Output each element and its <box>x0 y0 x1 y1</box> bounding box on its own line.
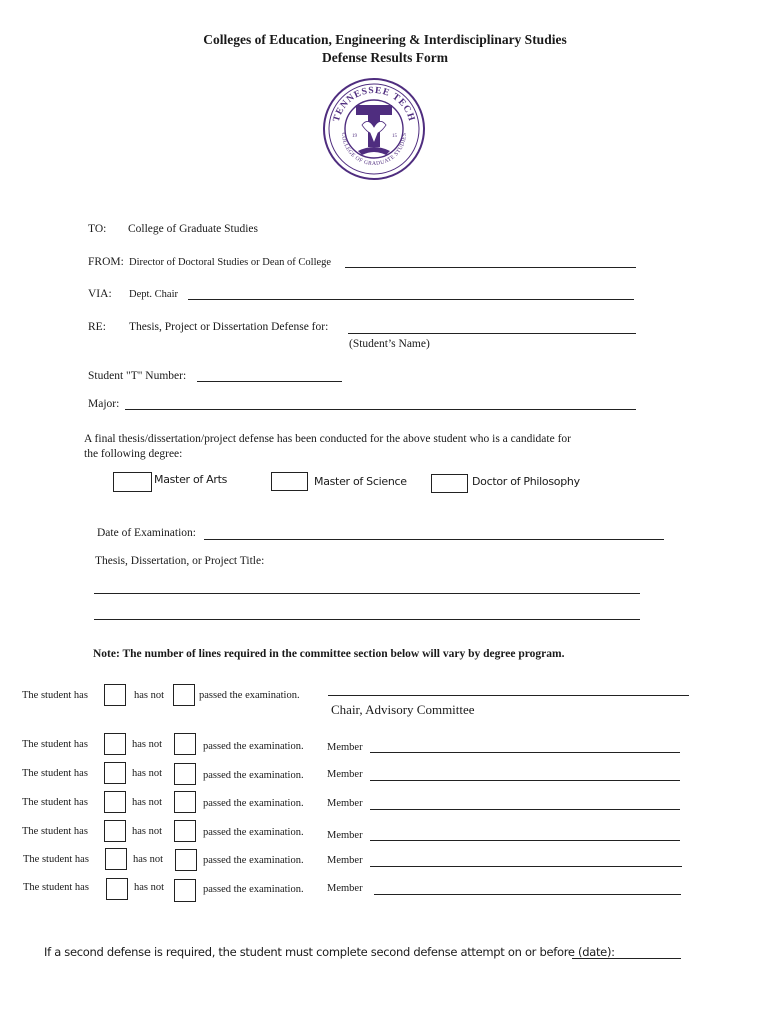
major-line[interactable] <box>125 409 636 410</box>
statement-line-1: A final thesis/dissertation/project defense has been conducted for the above student who is a candidate for <box>84 433 571 445</box>
chair-student-has-label: The student has <box>22 690 88 701</box>
seal-year-left: 19 <box>352 134 357 139</box>
form-college-title: Colleges of Education, Engineering & Interdisciplinary Studies <box>203 32 567 47</box>
member-2-signature-line[interactable] <box>370 780 680 781</box>
to-label: TO: <box>88 223 107 235</box>
committee-note: Note: The number of lines required in the committee section below will vary by degree program. <box>93 648 565 660</box>
member-4-passed-label: passed the examination. <box>203 827 304 838</box>
seal-bottom-text: COLLEGE OF GRADUATE STUDIES <box>339 132 409 168</box>
member-2-student-has-label: The student has <box>22 768 88 779</box>
statement-line-2: the following degree: <box>84 448 183 460</box>
tennessee-tech-seal-logo <box>322 77 426 181</box>
to-value: College of Graduate Studies <box>128 223 258 235</box>
member-3-has-not-label: has not <box>132 797 163 808</box>
member-1-student-has-label: The student has <box>22 739 88 750</box>
student-t-number-label: Student "T" Number: <box>88 370 187 382</box>
second-defense-date-line[interactable] <box>572 958 681 959</box>
re-label: RE: <box>88 321 106 333</box>
master-of-arts-label: Master of Arts <box>154 473 228 486</box>
title-line-1[interactable] <box>94 593 640 594</box>
member-3-has-checkbox[interactable] <box>104 791 126 813</box>
doctor-of-philosophy-checkbox[interactable] <box>431 474 468 493</box>
member-4-signature-line[interactable] <box>370 840 680 841</box>
chair-caption: Chair, Advisory Committee <box>331 702 475 717</box>
chair-has-not-checkbox[interactable] <box>173 684 195 706</box>
chair-has-checkbox[interactable] <box>104 684 126 706</box>
via-label: VIA: <box>88 288 112 300</box>
member-5-passed-label: passed the examination. <box>203 855 304 866</box>
member-1-signature-line[interactable] <box>370 752 680 753</box>
member-6-has-checkbox[interactable] <box>106 878 128 900</box>
member-6-student-has-label: The student has <box>23 882 89 893</box>
via-value: Dept. Chair <box>129 289 178 300</box>
master-of-science-label: Master of Science <box>314 475 407 488</box>
second-defense-statement: If a second defense is required, the student must complete second defense attempt on or before (date): <box>44 945 615 959</box>
member-4-has-checkbox[interactable] <box>104 820 126 842</box>
title-label: Thesis, Dissertation, or Project Title: <box>95 555 265 567</box>
master-of-arts-checkbox[interactable] <box>113 472 152 492</box>
seal-year-right: 15 <box>392 134 397 139</box>
member-2-label: Member <box>327 769 363 780</box>
chair-has-not-label: has not <box>134 690 165 701</box>
dept-chair-line[interactable] <box>188 299 634 300</box>
member-6-label: Member <box>327 883 363 894</box>
member-1-passed-label: passed the examination. <box>203 741 304 752</box>
member-3-student-has-label: The student has <box>22 797 88 808</box>
student-t-number-line[interactable] <box>197 381 342 382</box>
member-3-has-not-checkbox[interactable] <box>174 791 196 813</box>
from-value: Director of Doctoral Studies or Dean of College <box>129 257 332 268</box>
member-4-has-not-checkbox[interactable] <box>174 820 196 842</box>
form-title: Defense Results Form <box>322 50 448 65</box>
chair-passed-label: passed the examination. <box>199 690 300 701</box>
member-2-has-checkbox[interactable] <box>104 762 126 784</box>
member-5-has-checkbox[interactable] <box>105 848 127 870</box>
seal-top-text: TENNESSEE TECH <box>331 85 417 124</box>
date-of-examination-label: Date of Examination: <box>97 527 196 539</box>
chair-signature-line[interactable] <box>328 695 689 696</box>
member-1-has-checkbox[interactable] <box>104 733 126 755</box>
member-3-signature-line[interactable] <box>370 809 680 810</box>
date-of-examination-line[interactable] <box>204 539 664 540</box>
member-6-signature-line[interactable] <box>374 894 681 895</box>
member-6-has-not-checkbox[interactable] <box>174 879 196 902</box>
member-5-student-has-label: The student has <box>23 854 89 865</box>
member-4-has-not-label: has not <box>132 826 163 837</box>
member-2-has-not-label: has not <box>132 768 163 779</box>
member-3-label: Member <box>327 798 363 809</box>
member-1-label: Member <box>327 742 363 753</box>
from-signature-line[interactable] <box>345 267 636 268</box>
member-5-has-not-checkbox[interactable] <box>175 849 197 871</box>
member-1-has-not-label: has not <box>132 739 163 750</box>
doctor-of-philosophy-label: Doctor of Philosophy <box>472 475 580 488</box>
member-5-has-not-label: has not <box>133 854 164 865</box>
member-3-passed-label: passed the examination. <box>203 798 304 809</box>
master-of-science-checkbox[interactable] <box>271 472 308 491</box>
major-label: Major: <box>88 398 120 410</box>
member-2-passed-label: passed the examination. <box>203 770 304 781</box>
student-name-caption: (Student’s Name) <box>349 338 430 350</box>
member-6-has-not-label: has not <box>134 882 165 893</box>
student-name-line[interactable] <box>348 333 636 334</box>
title-line-2[interactable] <box>94 619 640 620</box>
member-2-has-not-checkbox[interactable] <box>174 763 196 785</box>
from-label: FROM: <box>88 256 124 268</box>
member-4-label: Member <box>327 830 363 841</box>
member-6-passed-label: passed the examination. <box>203 884 304 895</box>
member-4-student-has-label: The student has <box>22 826 88 837</box>
member-5-label: Member <box>327 855 363 866</box>
member-5-signature-line[interactable] <box>370 866 682 867</box>
re-value: Thesis, Project or Dissertation Defense for: <box>129 321 329 333</box>
member-1-has-not-checkbox[interactable] <box>174 733 196 755</box>
